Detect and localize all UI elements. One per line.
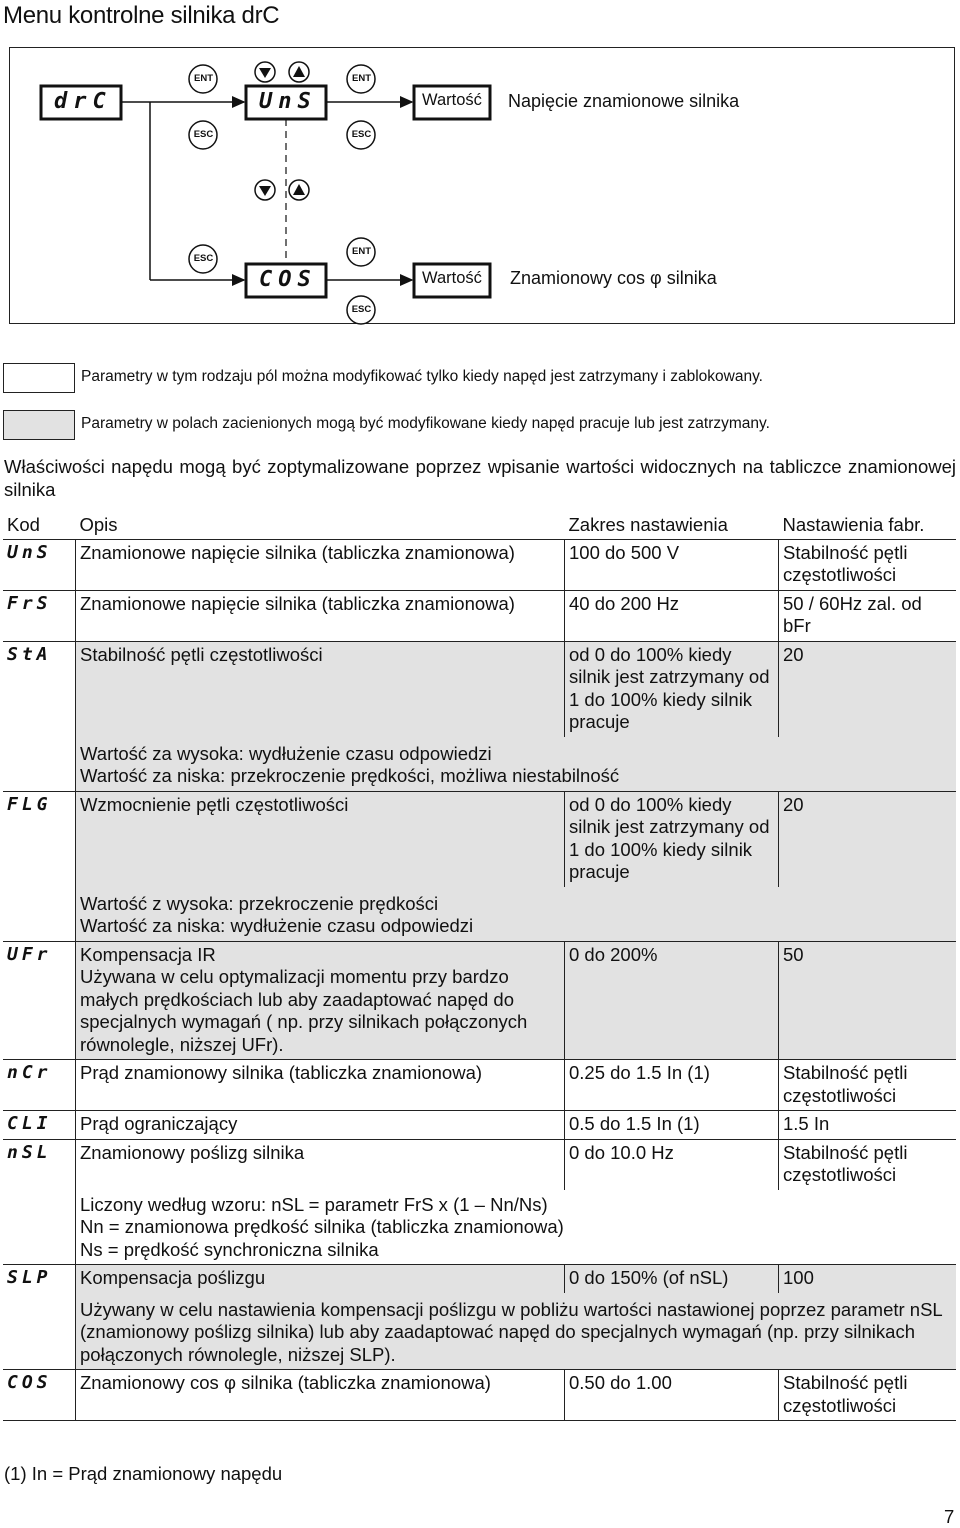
param-code: nSL [3, 1139, 76, 1265]
uns-display: UnS [259, 89, 317, 114]
param-note: Wartość z wysoka: przekroczenie prędkości Wartość za niska: wydłużenie czasu odpowiedzi [76, 887, 957, 942]
table-row [3, 641, 956, 737]
cos-display: COS [259, 267, 317, 292]
param-code: StA [3, 641, 76, 791]
param-factory: 20 [779, 641, 957, 737]
page-number: 7 [944, 1506, 955, 1527]
value-label-bottom: Wartość [422, 269, 482, 287]
param-factory: 20 [779, 791, 957, 887]
param-code: FrS [3, 590, 76, 641]
param-factory: 1.5 In [779, 1111, 957, 1140]
table-row [3, 539, 956, 590]
table-note-row [3, 1293, 956, 1370]
param-desc: Znamionowe napięcie silnika (tabliczka znamionowa) [76, 590, 565, 641]
ent-button-2: ENT [352, 73, 371, 84]
param-range: 0 do 150% (of nSL) [565, 1265, 779, 1293]
param-factory: Stabilność pętli częstotliwości [779, 539, 957, 590]
diagram-lines [10, 48, 956, 325]
param-desc: Znamionowy poślizg silnika [76, 1139, 565, 1190]
param-factory: Stabilność pętli częstotliwości [779, 1060, 957, 1111]
table-row [3, 1060, 956, 1111]
param-desc: Wzmocnienie pętli częstotliwości [76, 791, 565, 887]
param-factory: Stabilność pętli częstotliwości [779, 1370, 957, 1421]
footnote: (1) In = Prąd znamionowy napędu [4, 1463, 283, 1484]
table-note-row [3, 1190, 956, 1265]
param-range: od 0 do 100% kiedy silnik jest zatrzymany od 1 do 100% kiedy silnik pracuje [565, 641, 779, 737]
param-desc: Prąd ograniczający [76, 1111, 565, 1140]
table-row [3, 1111, 956, 1140]
param-range: od 0 do 100% kiedy silnik jest zatrzymany od 1 do 100% kiedy silnik pracuje [565, 791, 779, 887]
esc-button-1: ESC [193, 129, 214, 140]
table-row [3, 1139, 956, 1190]
param-desc: Stabilność pętli częstotliwości [76, 641, 565, 737]
param-factory: Stabilność pętli częstotliwości [779, 1139, 957, 1190]
param-code: nCr [3, 1060, 76, 1111]
param-range: 0.50 do 1.00 [565, 1370, 779, 1421]
param-code: COS [3, 1370, 76, 1421]
legend-plain-swatch [3, 363, 75, 393]
param-code: SLP [3, 1265, 76, 1370]
param-range: 100 do 500 V [565, 539, 779, 590]
esc-button-3: ESC [193, 253, 214, 264]
parameter-table [3, 512, 956, 1421]
param-range: 0 do 10.0 Hz [565, 1139, 779, 1190]
param-range: 40 do 200 Hz [565, 590, 779, 641]
legend-shaded-text: Parametry w polach zacienionych mogą być modyfikowane kiedy napęd pracuje lub jest zatrzymany. [81, 415, 770, 432]
param-code: UnS [7, 541, 52, 563]
param-code: UFr [3, 941, 76, 1060]
table-row [3, 1370, 956, 1421]
legend-plain-text: Parametry w tym rodzaju pól można modyfikować tylko kiedy napęd jest zatrzymany i zablokowany. [81, 368, 763, 385]
param-factory: 50 [779, 941, 957, 1060]
param-desc: Znamionowy cos φ silnika (tabliczka znamionowa) [76, 1370, 565, 1421]
table-row [3, 1265, 956, 1293]
value-label-top: Wartość [422, 91, 482, 109]
header-kod: Kod [3, 512, 76, 539]
table-note-row [3, 887, 956, 942]
param-factory: 50 / 60Hz zal. od bFr [779, 590, 957, 641]
param-range: 0.25 do 1.5 In (1) [565, 1060, 779, 1111]
param-desc: Prąd znamionowy silnika (tabliczka znamionowa) [76, 1060, 565, 1111]
page-title: Menu kontrolne silnika drC [3, 2, 280, 29]
esc-button-2: ESC [351, 129, 372, 140]
table-row [3, 590, 956, 641]
param-factory: 100 [779, 1265, 957, 1293]
table-row [3, 941, 956, 1060]
param-code: FLG [3, 791, 76, 941]
table-row [3, 791, 956, 887]
uns-description: Napięcie znamionowe silnika [508, 91, 740, 111]
esc-button-4: ESC [351, 304, 372, 315]
param-note: Używany w celu nastawienia kompensacji poślizgu w pobliżu wartości nastawionej poprzez parametr nSL (znamionowy poślizg silnika) lub aby zaadaptować napęd do specjalnych wymagań (np. przy silnikach połączonych równolegle, niższej SLP). [76, 1293, 957, 1370]
header-opis: Opis [76, 512, 565, 539]
param-range: 0.5 do 1.5 In (1) [565, 1111, 779, 1140]
param-code: CLI [3, 1111, 76, 1140]
header-fabr: Nastawienia fabr. [779, 512, 957, 539]
table-note-row [3, 737, 956, 792]
param-note: Wartość za wysoka: wydłużenie czasu odpowiedzi Wartość za niska: przekroczenie prędkości, możliwa niestabilność [76, 737, 957, 792]
intro-paragraph: Właściwości napędu mogą być zoptymalizowane poprzez wpisanie wartości widocznych na tabliczce znamionowej silnika [4, 456, 956, 500]
header-zakres: Zakres nastawienia [565, 512, 779, 539]
menu-code-display: drC [54, 89, 112, 114]
cos-description: Znamionowy cos φ silnika [510, 268, 717, 288]
table-header-row [3, 512, 956, 539]
param-range: 0 do 200% [565, 941, 779, 1060]
param-desc: Kompensacja poślizgu [76, 1265, 565, 1293]
menu-navigation-diagram [9, 47, 955, 324]
param-desc: Kompensacja IR Używana w celu optymalizacji momentu przy bardzo małych prędkościach lub aby zaadaptować napęd do specjalnych wymagań ( np. przy silnikach połączonych równolegle, niższej UFr). [76, 941, 565, 1060]
ent-button-1: ENT [194, 73, 213, 84]
param-desc: Znamionowe napięcie silnika (tabliczka znamionowa) [76, 539, 565, 590]
legend-shaded-swatch [3, 410, 75, 440]
ent-button-3: ENT [352, 246, 371, 257]
param-note: Liczony według wzoru: nSL = parametr FrS x (1 – Nn/Ns) Nn = znamionowa prędkość silnika (tabliczka znamionowa) Ns = prędkość synchroniczna silnika [76, 1190, 957, 1265]
